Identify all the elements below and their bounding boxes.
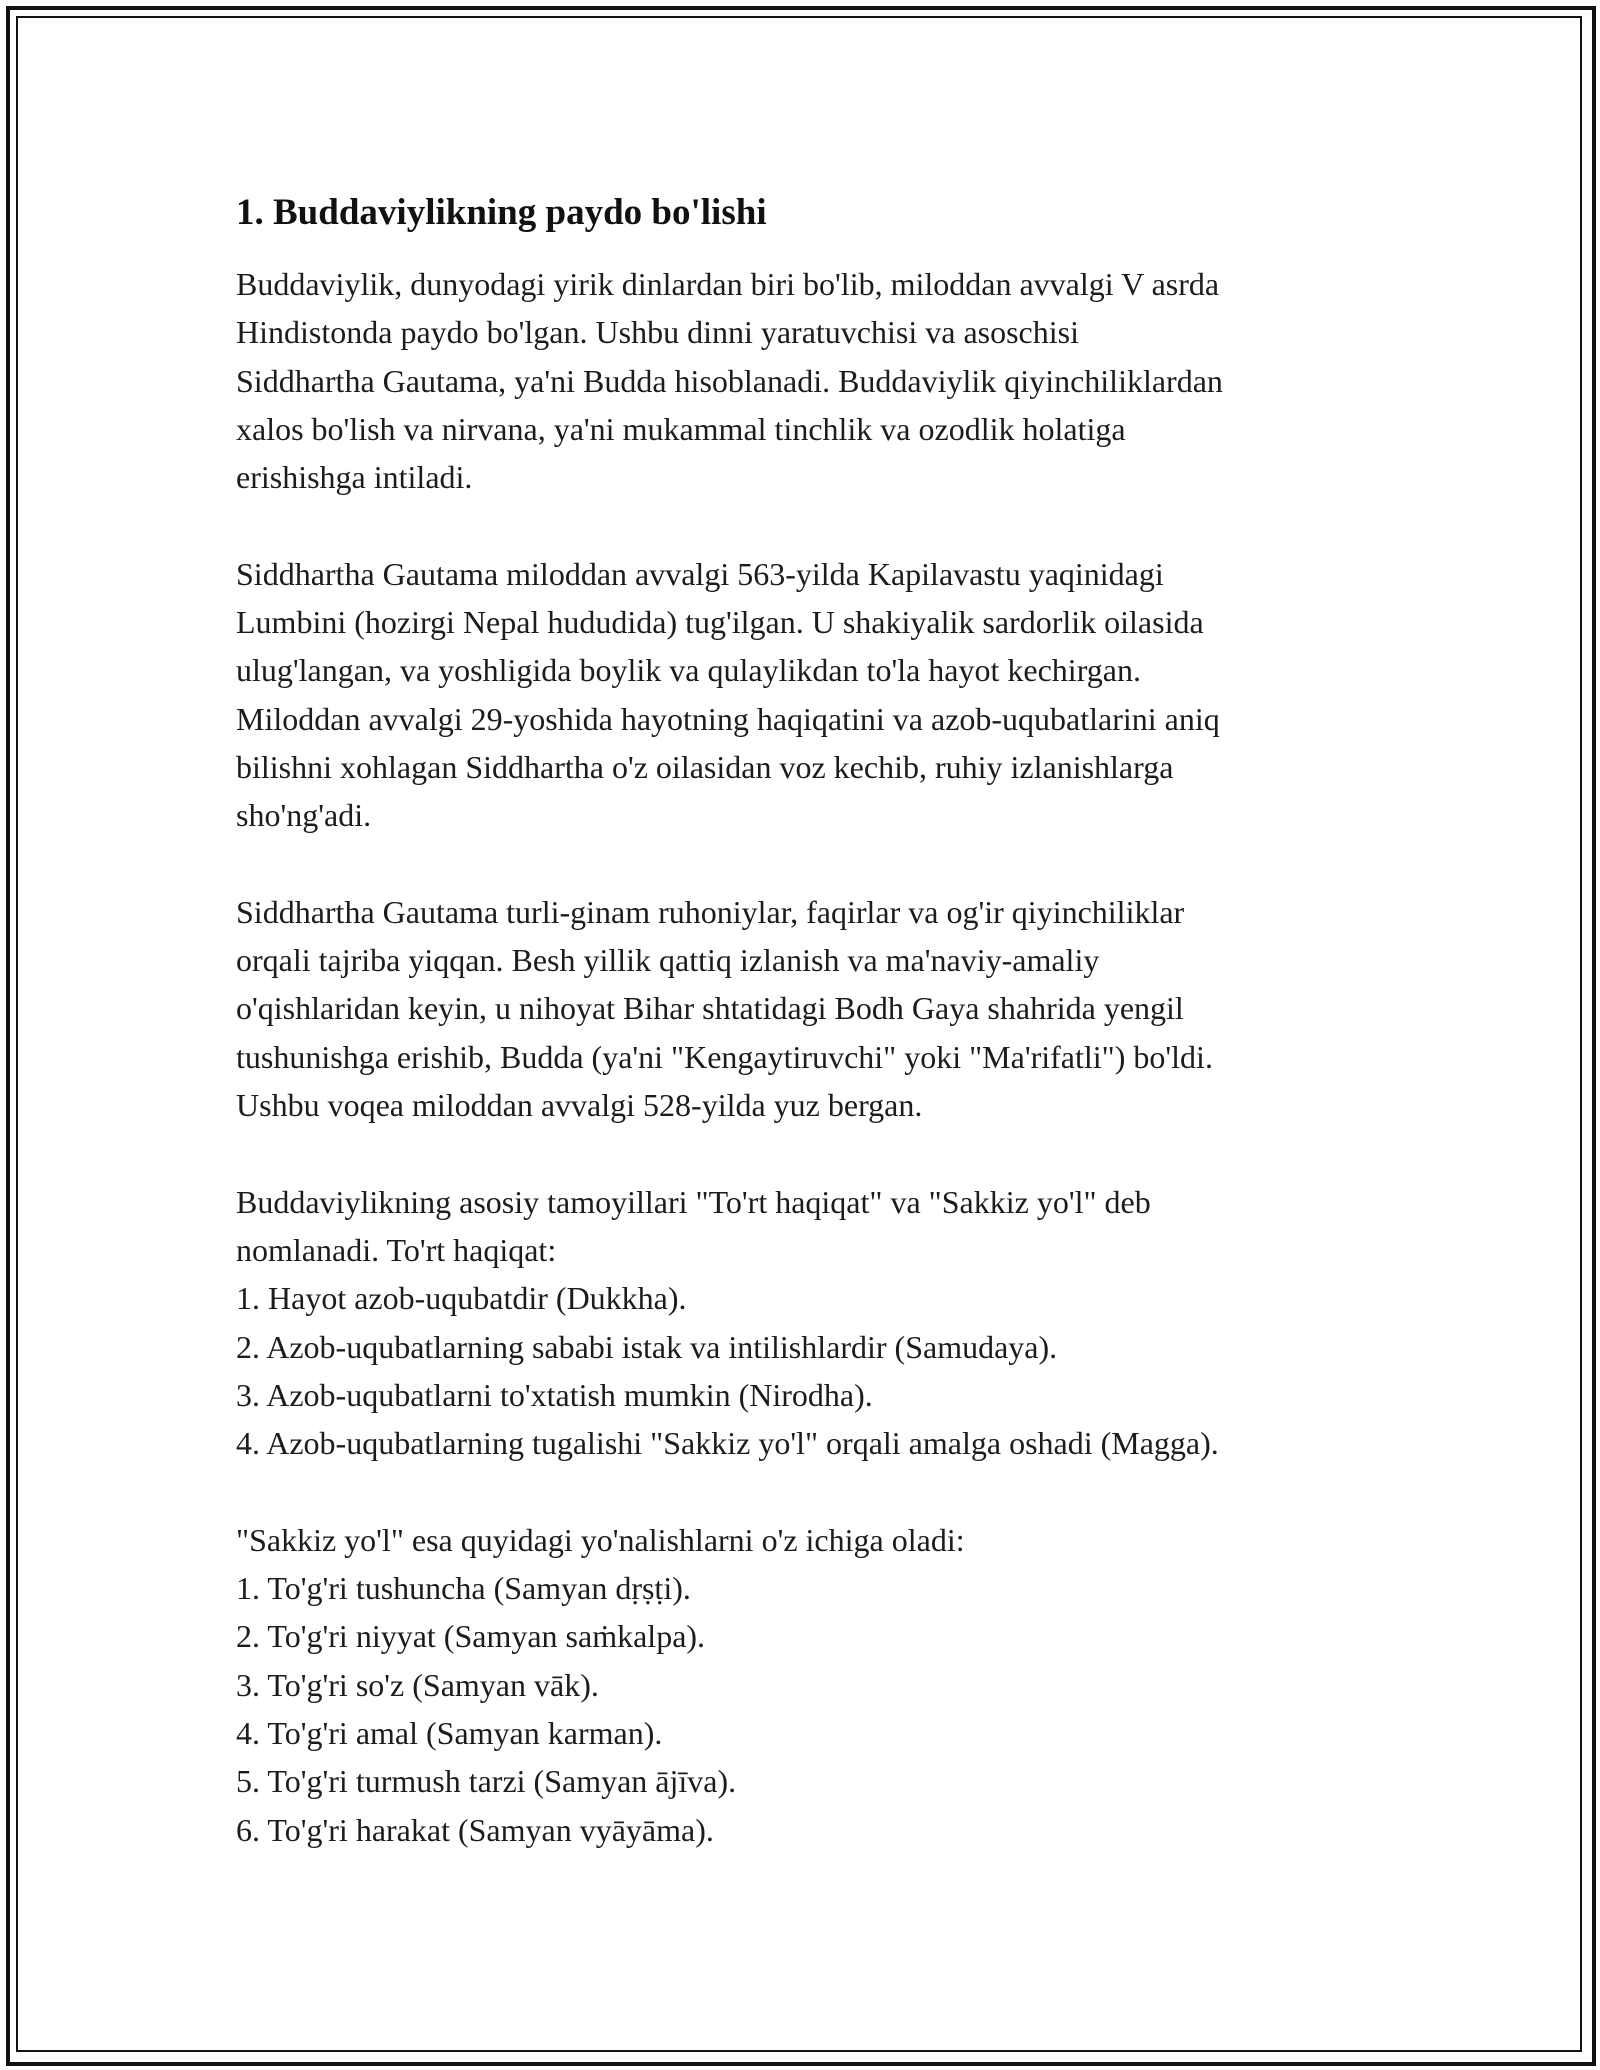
- text-line: o'qishlaridan keyin, u nihoyat Bihar shtatidagi Bodh Gaya shahrida yengil: [236, 990, 1184, 1027]
- paragraph-eightfold-path: [236, 1516, 1386, 1854]
- text-line: Siddhartha Gautama, ya'ni Budda hisoblanadi. Buddaviylik qiyinchiliklardan: [236, 362, 1223, 399]
- list-item: 1. To'g'ri tushuncha (Samyan dṛṣṭi).: [236, 1570, 691, 1607]
- text-line: Miloddan avvalgi 29-yoshida hayotning haqiqatini va azob-uqubatlarini aniq: [236, 700, 1220, 737]
- text-line: bilishni xohlagan Siddhartha o'z oilasidan voz kechib, ruhiy izlanishlarga: [236, 748, 1174, 785]
- document-body: [236, 188, 1386, 1902]
- paragraph-intro: [236, 260, 1386, 501]
- text-line: "Sakkiz yo'l" esa quyidagi yo'nalishlarni o'z ichiga oladi:: [236, 1521, 965, 1558]
- text-line: nomlanadi. To'rt haqiqat:: [236, 1231, 557, 1268]
- paragraph-four-truths: [236, 1178, 1386, 1468]
- text-line: Ushbu voqea miloddan avvalgi 528-yilda yuz bergan.: [236, 1087, 923, 1124]
- list-item: 5. To'g'ri turmush tarzi (Samyan ājīva).: [236, 1763, 737, 1800]
- section-heading: 1. Buddaviylikning paydo bo'lishi: [236, 192, 767, 233]
- text-line: Hindistonda paydo bo'lgan. Ushbu dinni yaratuvchisi va asoschisi: [236, 314, 1079, 351]
- text-line: Buddaviylikning asosiy tamoyillari "To'rt haqiqat" va "Sakkiz yo'l" deb: [236, 1183, 1151, 1220]
- paragraph-enlightenment: [236, 888, 1386, 1129]
- list-item: 6. To'g'ri harakat (Samyan vyāyāma).: [236, 1811, 714, 1848]
- text-line: ulug'langan, va yoshligida boylik va qulaylikdan to'la hayot kechirgan.: [236, 652, 1141, 689]
- list-item: 4. To'g'ri amal (Samyan karman).: [236, 1714, 663, 1751]
- text-line: erishishga intiladi.: [236, 459, 473, 496]
- text-line: tushunishga erishib, Budda (ya'ni "Kengaytiruvchi" yoki "Ma'rifatli") bo'ldi.: [236, 1038, 1213, 1075]
- text-line: Siddhartha Gautama miloddan avvalgi 563-yilda Kapilavastu yaqinidagi: [236, 555, 1164, 592]
- list-item: 1. Hayot azob-uqubatdir (Dukkha).: [236, 1280, 687, 1317]
- text-line: Buddaviylik, dunyodagi yirik dinlardan biri bo'lib, miloddan avvalgi V asrda: [236, 266, 1220, 302]
- list-item: 2. To'g'ri niyyat (Samyan saṁkalpa).: [236, 1618, 706, 1655]
- text-line: orqali tajriba yiqqan. Besh yillik qattiq izlanish va ma'naviy-amaliy: [236, 942, 1100, 979]
- paragraph-biography: [236, 550, 1386, 840]
- text-line: Siddhartha Gautama turli-ginam ruhoniylar, faqirlar va og'ir qiyinchiliklar: [236, 893, 1185, 930]
- list-item: 2. Azob-uqubatlarning sababi istak va intilishlardir (Samudaya).: [236, 1328, 1058, 1365]
- list-item: 3. To'g'ri so'z (Samyan vāk).: [236, 1666, 599, 1703]
- list-item: 3. Azob-uqubatlarni to'xtatish mumkin (Nirodha).: [236, 1376, 873, 1413]
- text-line: Lumbini (hozirgi Nepal hududida) tug'ilgan. U shakiyalik sardorlik oilasida: [236, 604, 1204, 641]
- text-line: xalos bo'lish va nirvana, ya'ni mukammal tinchlik va ozodlik holatiga: [236, 410, 1126, 447]
- list-item: 4. Azob-uqubatlarning tugalishi "Sakkiz yo'l" orqali amalga oshadi (Magga).: [236, 1425, 1219, 1462]
- text-line: sho'ng'adi.: [236, 797, 372, 834]
